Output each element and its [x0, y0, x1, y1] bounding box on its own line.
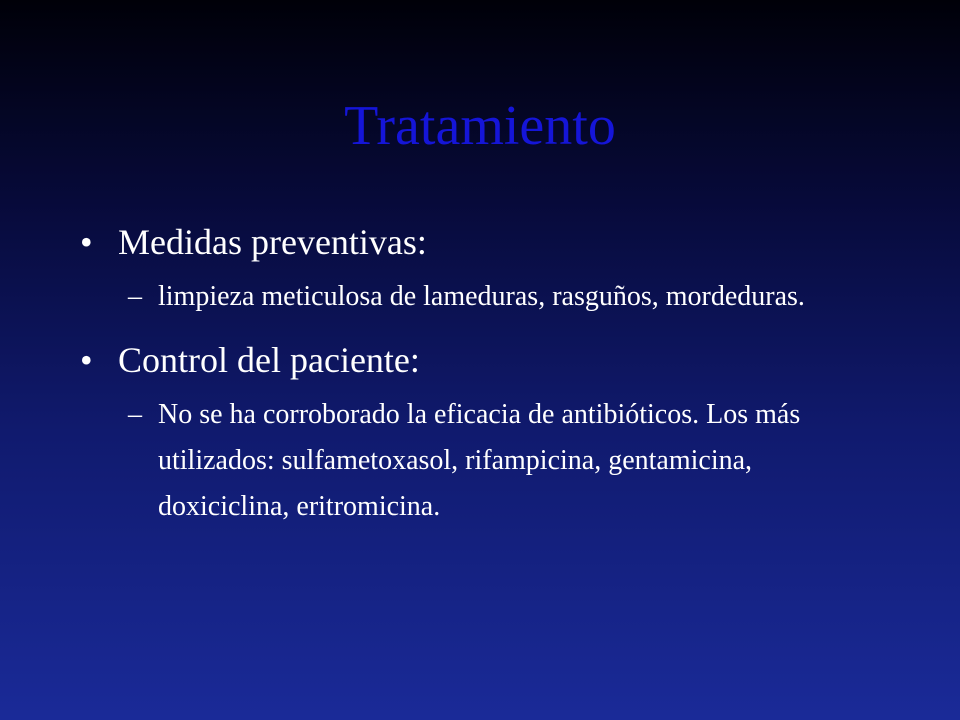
bullet-item	[80, 334, 900, 386]
sub-bullet-marker: –	[128, 399, 142, 430]
bullet-text: Control del paciente:	[118, 340, 420, 380]
sub-bullet-text: limpieza meticulosa de lameduras, rasguños, mordeduras.	[158, 281, 805, 312]
sub-bullet-item	[128, 274, 900, 320]
bullet-marker: •	[80, 222, 93, 262]
slide-title: Tratamiento	[344, 95, 616, 157]
bullet-item	[80, 216, 900, 268]
bullet-marker: •	[80, 340, 93, 380]
sub-bullet-item	[128, 392, 900, 530]
slide-content	[80, 216, 900, 530]
spacer	[80, 320, 900, 334]
bullet-text: Medidas preventivas:	[118, 222, 427, 262]
sub-bullet-text: No se ha corroborado la eficacia de antibióticos. Los más utilizados: sulfametoxasol, rifampicina, gentamicina, doxiciclina, eritromicina.	[158, 399, 801, 522]
sub-bullet-marker: –	[128, 281, 142, 312]
